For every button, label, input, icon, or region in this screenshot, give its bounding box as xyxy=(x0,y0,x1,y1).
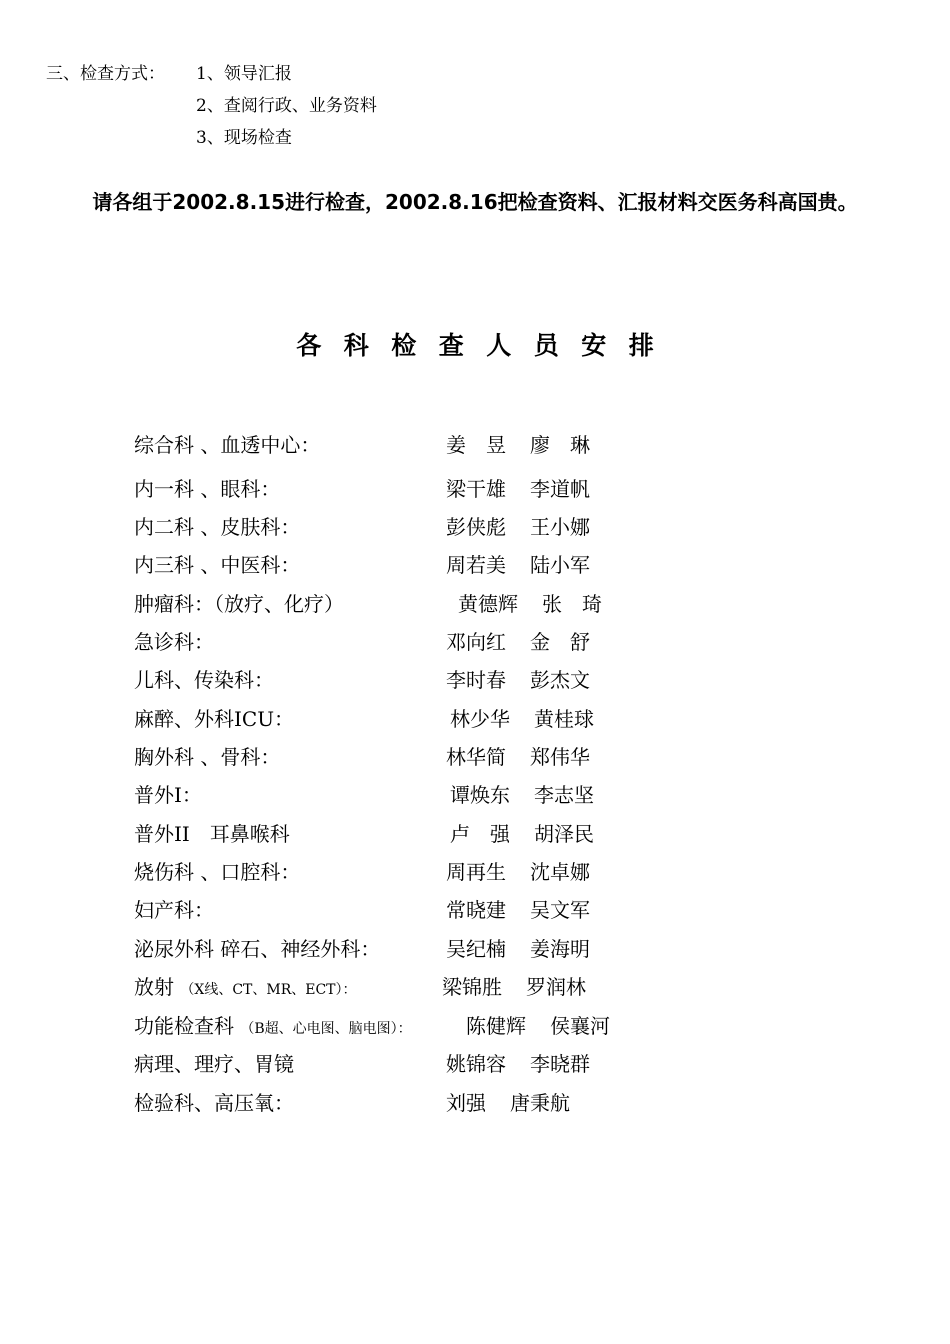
inspector-name: 侯襄河 xyxy=(550,1014,610,1038)
department-name xyxy=(134,779,202,808)
department-name xyxy=(134,933,380,962)
department-name xyxy=(134,429,320,458)
inspector-name: 廖 琳 xyxy=(530,433,590,457)
department-name xyxy=(134,894,214,923)
inspector-name: 彭杰文 xyxy=(530,668,590,692)
inspector-names xyxy=(446,664,590,693)
inspector-name: 周再生 xyxy=(446,860,506,884)
department-label: 急诊科： xyxy=(134,630,214,654)
department-name xyxy=(134,664,274,693)
assignment-row xyxy=(0,588,950,618)
inspector-name: 林少华 xyxy=(450,707,510,731)
inspector-name: 陈健辉 xyxy=(466,1014,526,1038)
inspector-name: 姚锦容 xyxy=(446,1052,506,1076)
department-label: 功能检查科 xyxy=(134,1014,234,1038)
assignment-row xyxy=(0,779,950,809)
inspector-names xyxy=(450,818,594,847)
assignment-row xyxy=(0,626,950,656)
page-title: 各科检查人员安排 xyxy=(296,331,677,360)
inspector-name: 罗润林 xyxy=(526,975,586,999)
department-name xyxy=(134,1048,294,1077)
assignment-row xyxy=(0,741,950,771)
department-label: 普外II 耳鼻喉科 xyxy=(134,822,290,846)
inspector-name: 周若美 xyxy=(446,553,506,577)
inspector-name: 金 舒 xyxy=(530,630,590,654)
inspector-names xyxy=(446,894,590,923)
inspector-names xyxy=(446,741,590,770)
inspector-name: 刘强 xyxy=(446,1091,486,1115)
inspector-name: 黄德辉 xyxy=(458,592,518,616)
assignment-row xyxy=(0,429,950,459)
department-label: 病理、理疗、胃镜 xyxy=(134,1052,294,1076)
inspector-name: 郑伟华 xyxy=(530,745,590,769)
department-name xyxy=(134,511,300,540)
department-label: 妇产科： xyxy=(134,898,214,922)
assignment-row xyxy=(0,473,950,503)
method-item-2: 2、查阅行政、业务资料 xyxy=(196,96,377,116)
inspector-names xyxy=(446,473,590,502)
inspector-names xyxy=(450,703,594,732)
inspector-name: 李晓群 xyxy=(530,1052,590,1076)
department-name xyxy=(134,626,214,655)
department-name xyxy=(134,971,357,1000)
department-name xyxy=(134,588,344,617)
department-name xyxy=(134,1010,412,1039)
assignment-row xyxy=(0,511,950,541)
inspector-names xyxy=(446,1087,570,1116)
department-label: 内一科 、眼科： xyxy=(134,477,281,501)
inspector-name: 梁干雄 xyxy=(446,477,506,501)
assignment-row xyxy=(0,971,950,1001)
inspector-name: 邓向红 xyxy=(446,630,506,654)
inspector-name: 陆小军 xyxy=(530,553,590,577)
inspector-name: 林华简 xyxy=(446,745,506,769)
inspector-names xyxy=(446,549,590,578)
department-name xyxy=(134,818,290,847)
department-name xyxy=(134,1087,294,1116)
inspector-names xyxy=(446,856,590,885)
department-label: 检验科、高压氧： xyxy=(134,1091,294,1115)
inspector-names xyxy=(446,933,590,962)
department-label: 放射 xyxy=(134,975,174,999)
inspector-name: 常晓建 xyxy=(446,898,506,922)
department-name xyxy=(134,473,280,502)
inspector-name: 张 琦 xyxy=(542,592,602,616)
inspector-name: 彭侠彪 xyxy=(446,515,506,539)
inspector-name: 黄桂球 xyxy=(534,707,594,731)
department-note: （X线、CT、MR、ECT）： xyxy=(180,982,357,998)
inspector-name: 姜海明 xyxy=(530,937,590,961)
department-label: 泌尿外科 碎石、神经外科： xyxy=(134,937,381,961)
inspector-name: 梁锦胜 xyxy=(442,975,502,999)
department-label: 内二科 、皮肤科： xyxy=(134,515,301,539)
inspector-names xyxy=(442,971,586,1000)
assignment-row xyxy=(0,856,950,886)
assignment-row xyxy=(0,894,950,924)
department-name xyxy=(134,741,280,770)
inspector-name: 吴文军 xyxy=(530,898,590,922)
inspector-names xyxy=(446,626,590,655)
department-label: 儿科、传染科： xyxy=(134,668,274,692)
inspector-name: 李时春 xyxy=(446,668,506,692)
assignment-row xyxy=(0,664,950,694)
inspector-name: 王小娜 xyxy=(530,515,590,539)
department-name xyxy=(134,549,300,578)
department-label: 烧伤科 、口腔科： xyxy=(134,860,301,884)
department-label: 胸外科 、骨科： xyxy=(134,745,281,769)
inspector-names xyxy=(446,429,590,458)
inspector-name: 吴纪楠 xyxy=(446,937,506,961)
method-item-1: 1、领导汇报 xyxy=(196,64,292,84)
inspector-name: 姜 昱 xyxy=(446,433,506,457)
assignment-row xyxy=(0,703,950,733)
method-heading: 三、检查方式： xyxy=(46,64,165,84)
method-item-3: 3、现场检查 xyxy=(196,128,292,148)
inspector-name: 李志坚 xyxy=(534,783,594,807)
department-label: 普外I： xyxy=(134,783,202,807)
inspector-name: 卢 强 xyxy=(450,822,510,846)
department-name xyxy=(134,856,300,885)
assignment-row xyxy=(0,1010,950,1040)
assignment-row xyxy=(0,1087,950,1117)
inspector-names xyxy=(450,779,594,808)
assignment-row xyxy=(0,818,950,848)
inspector-name: 沈卓娜 xyxy=(530,860,590,884)
assignment-row xyxy=(0,549,950,579)
assignment-row xyxy=(0,1048,950,1078)
inspector-name: 唐秉航 xyxy=(510,1091,570,1115)
inspector-name: 胡泽民 xyxy=(534,822,594,846)
department-note: （B超、心电图、脑电图）： xyxy=(240,1021,412,1037)
inspector-name: 李道帆 xyxy=(530,477,590,501)
department-name xyxy=(134,703,294,732)
inspector-names xyxy=(446,511,590,540)
inspector-names xyxy=(466,1010,610,1039)
department-label: 肿瘤科：（放疗、化疗） xyxy=(134,592,344,616)
department-label: 内三科 、中医科： xyxy=(134,553,301,577)
inspector-names xyxy=(458,588,602,617)
department-label: 综合科 、血透中心： xyxy=(134,433,321,457)
inspector-names xyxy=(446,1048,590,1077)
inspector-name: 谭焕东 xyxy=(450,783,510,807)
assignment-row xyxy=(0,933,950,963)
department-label: 麻醉、外科ICU： xyxy=(134,707,295,731)
submission-notice: 请各组于2002.8.15进行检查，2002.8.16把检查资料、汇报材料交医务科高国贵。 xyxy=(92,190,858,214)
